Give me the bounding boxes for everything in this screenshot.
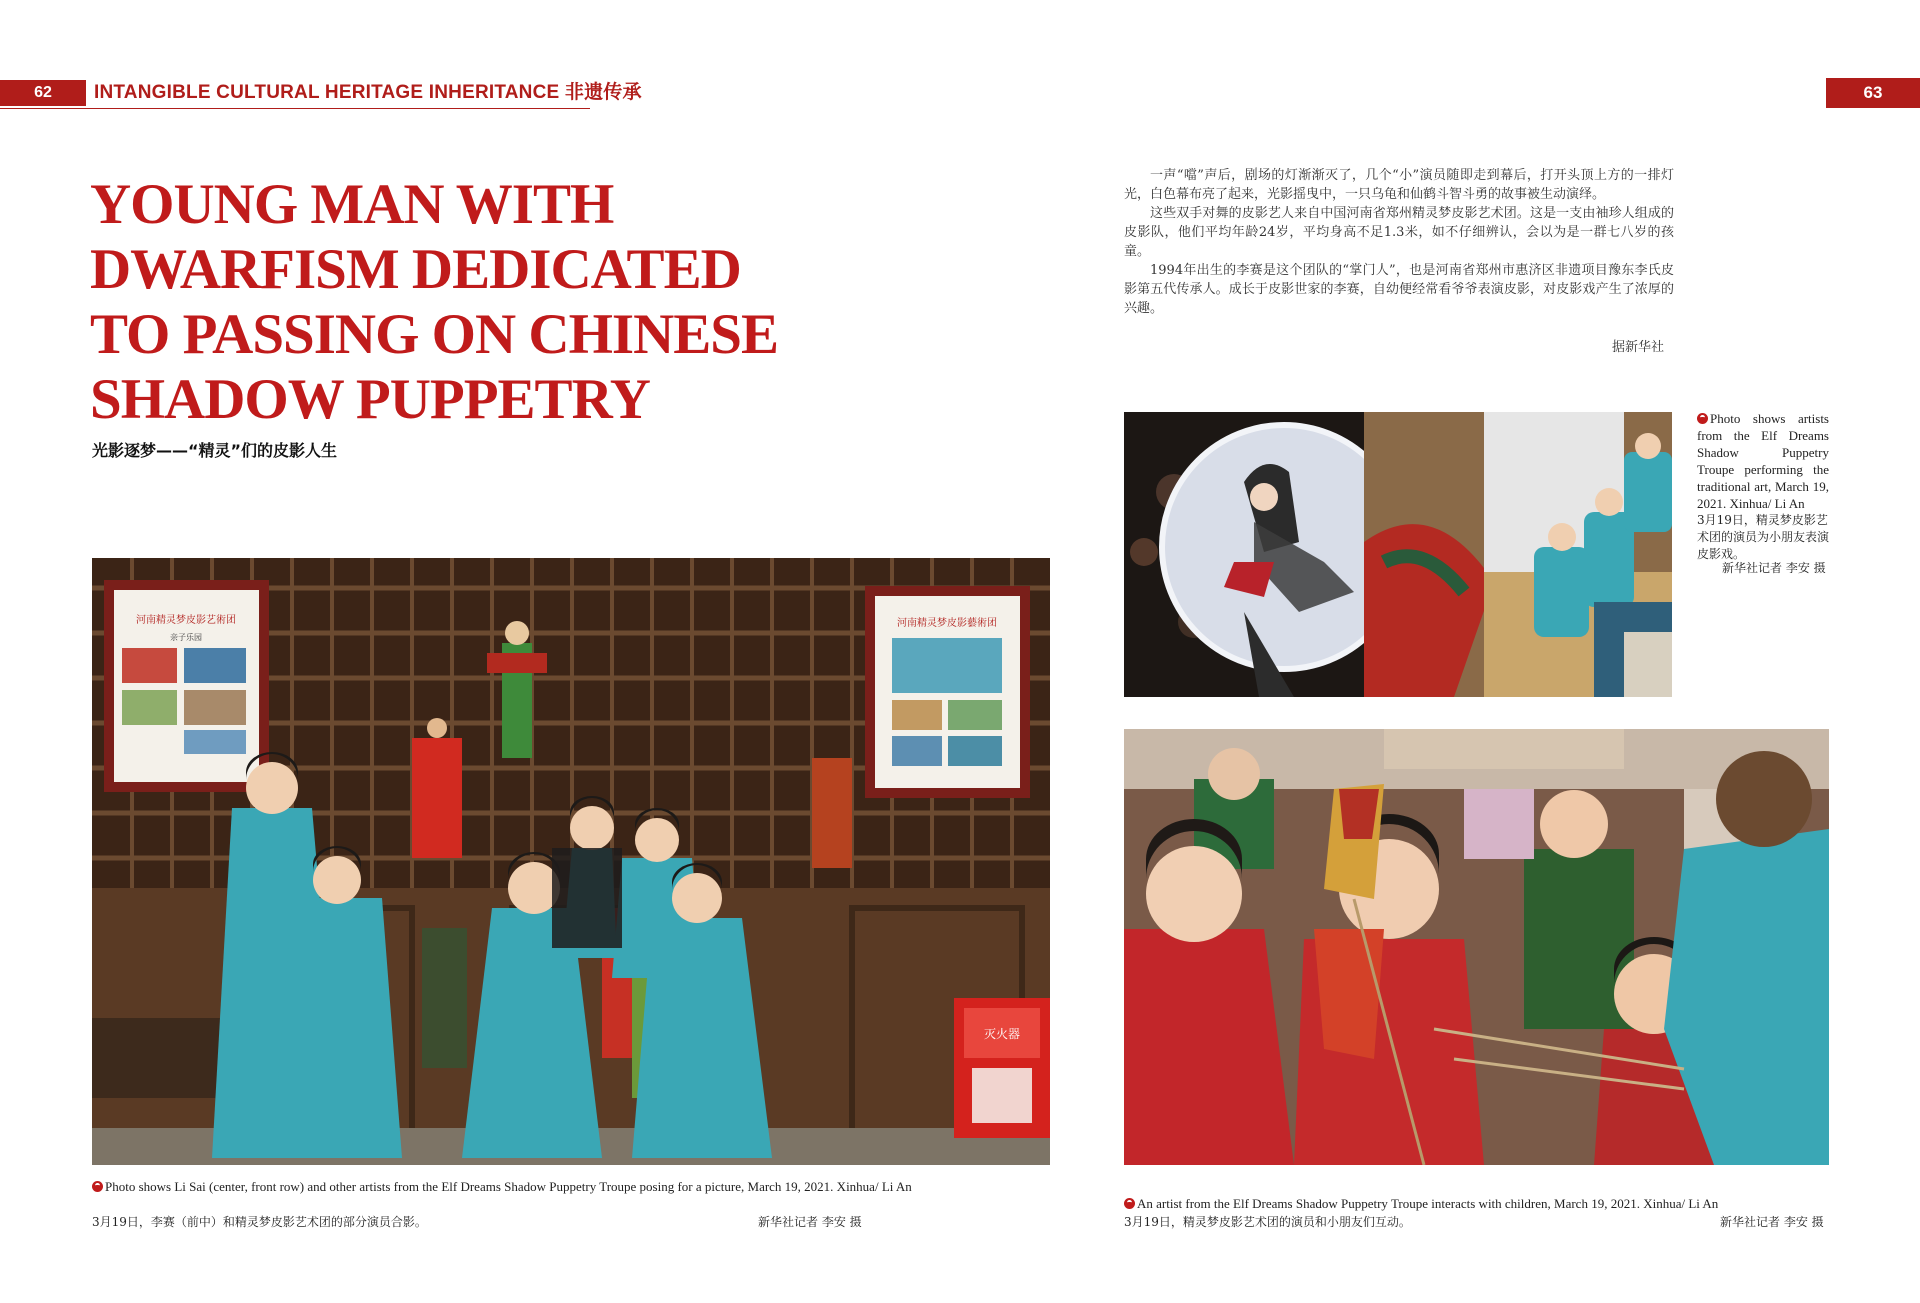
caption-children-en [1124, 1195, 1824, 1212]
caption-main-cn: 3月19日，李赛（前中）和精灵梦皮影艺术团的部分演员合影。 [92, 1215, 427, 1229]
sign-right-title: 河南精灵梦皮影藝術团 [897, 618, 997, 629]
photo-troupe-group [92, 558, 1050, 1165]
page-number-right: 63 [1826, 78, 1920, 108]
article-headline [90, 172, 810, 432]
caption-performance-en-text: Photo shows artists from the Elf Dreams Shadow Puppetry Troupe performing the traditional art, March 19, 2021. Xinhua/ Li An [1697, 411, 1829, 511]
credit-performance: 新华社记者 李安 摄 [1722, 561, 1826, 575]
photo-children-interaction [1124, 729, 1829, 1165]
photo-performance [1124, 412, 1672, 697]
extinguisher-label: 灭火器 [983, 1027, 1021, 1041]
xinhua-logo-icon [92, 1181, 103, 1192]
xinhua-logo-icon [1697, 413, 1708, 424]
body-paragraph: 1994年出生的李赛是这个团队的“掌门人”，也是河南省郑州市惠济区非遗项目豫东李氏皮影第五代传承人。成长于皮影世家的李赛，自幼便经常看爷爷表演皮影，对皮影戏产生了浓厚的兴趣。 [1124, 263, 1674, 316]
article-body [1124, 166, 1674, 318]
sign-left-subtitle: 亲子乐园 [170, 633, 202, 642]
headline-line: YOUNG MAN WITH [90, 173, 614, 236]
caption-main-en-text: Photo shows Li Sai (center, front row) and other artists from the Elf Dreams Shadow Puppetry Troupe posing for a picture, March 19, 2021. Xinhua/ Li An [105, 1179, 912, 1194]
body-paragraph: 这些双手对舞的皮影艺人来自中国河南省郑州精灵梦皮影艺术团。这是一支由袖珍人组成的皮影队，他们平均年龄24岁，平均身高不足1.3米，如不仔细辨认，会以为是一群七八岁的孩童。 [1124, 206, 1674, 259]
caption-children-en-text: An artist from the Elf Dreams Shadow Puppetry Troupe interacts with children, March 19, 2021. Xinhua/ Li An [1137, 1196, 1719, 1211]
caption-main-en [92, 1178, 992, 1195]
article-subtitle: 光影逐梦——“精灵”们的皮影人生 [92, 441, 338, 460]
credit-children: 新华社记者 李安 摄 [1720, 1215, 1824, 1229]
headline-line: TO PASSING ON CHINESE [90, 303, 778, 366]
section-title: INTANGIBLE CULTURAL HERITAGE INHERITANCE 非遗传承 [94, 82, 642, 103]
article-source: 据新华社 [1612, 340, 1665, 355]
page-number-left: 62 [0, 80, 86, 106]
sign-left-title: 河南精灵梦皮影艺術团 [136, 615, 236, 626]
caption-performance-cn: 3月19日，精灵梦皮影艺术团的演员为小朋友表演皮影戏。 [1697, 513, 1830, 561]
headline-line: SHADOW PUPPETRY [90, 368, 650, 431]
caption-performance-en [1697, 410, 1829, 512]
body-paragraph: 一声“噹”声后，剧场的灯渐渐灭了，几个“小”演员随即走到幕后，打开头顶上方的一排灯光，白色幕布亮了起来，光影摇曳中，一只乌龟和仙鹤斗智斗勇的故事被生动演绎。 [1124, 168, 1674, 202]
xinhua-logo-icon [1124, 1198, 1135, 1209]
headline-line: DWARFISM DEDICATED [90, 238, 741, 301]
credit-main: 新华社记者 李安 摄 [758, 1215, 862, 1229]
caption-children-cn: 3月19日，精灵梦皮影艺术团的演员和小朋友们互动。 [1124, 1215, 1411, 1229]
